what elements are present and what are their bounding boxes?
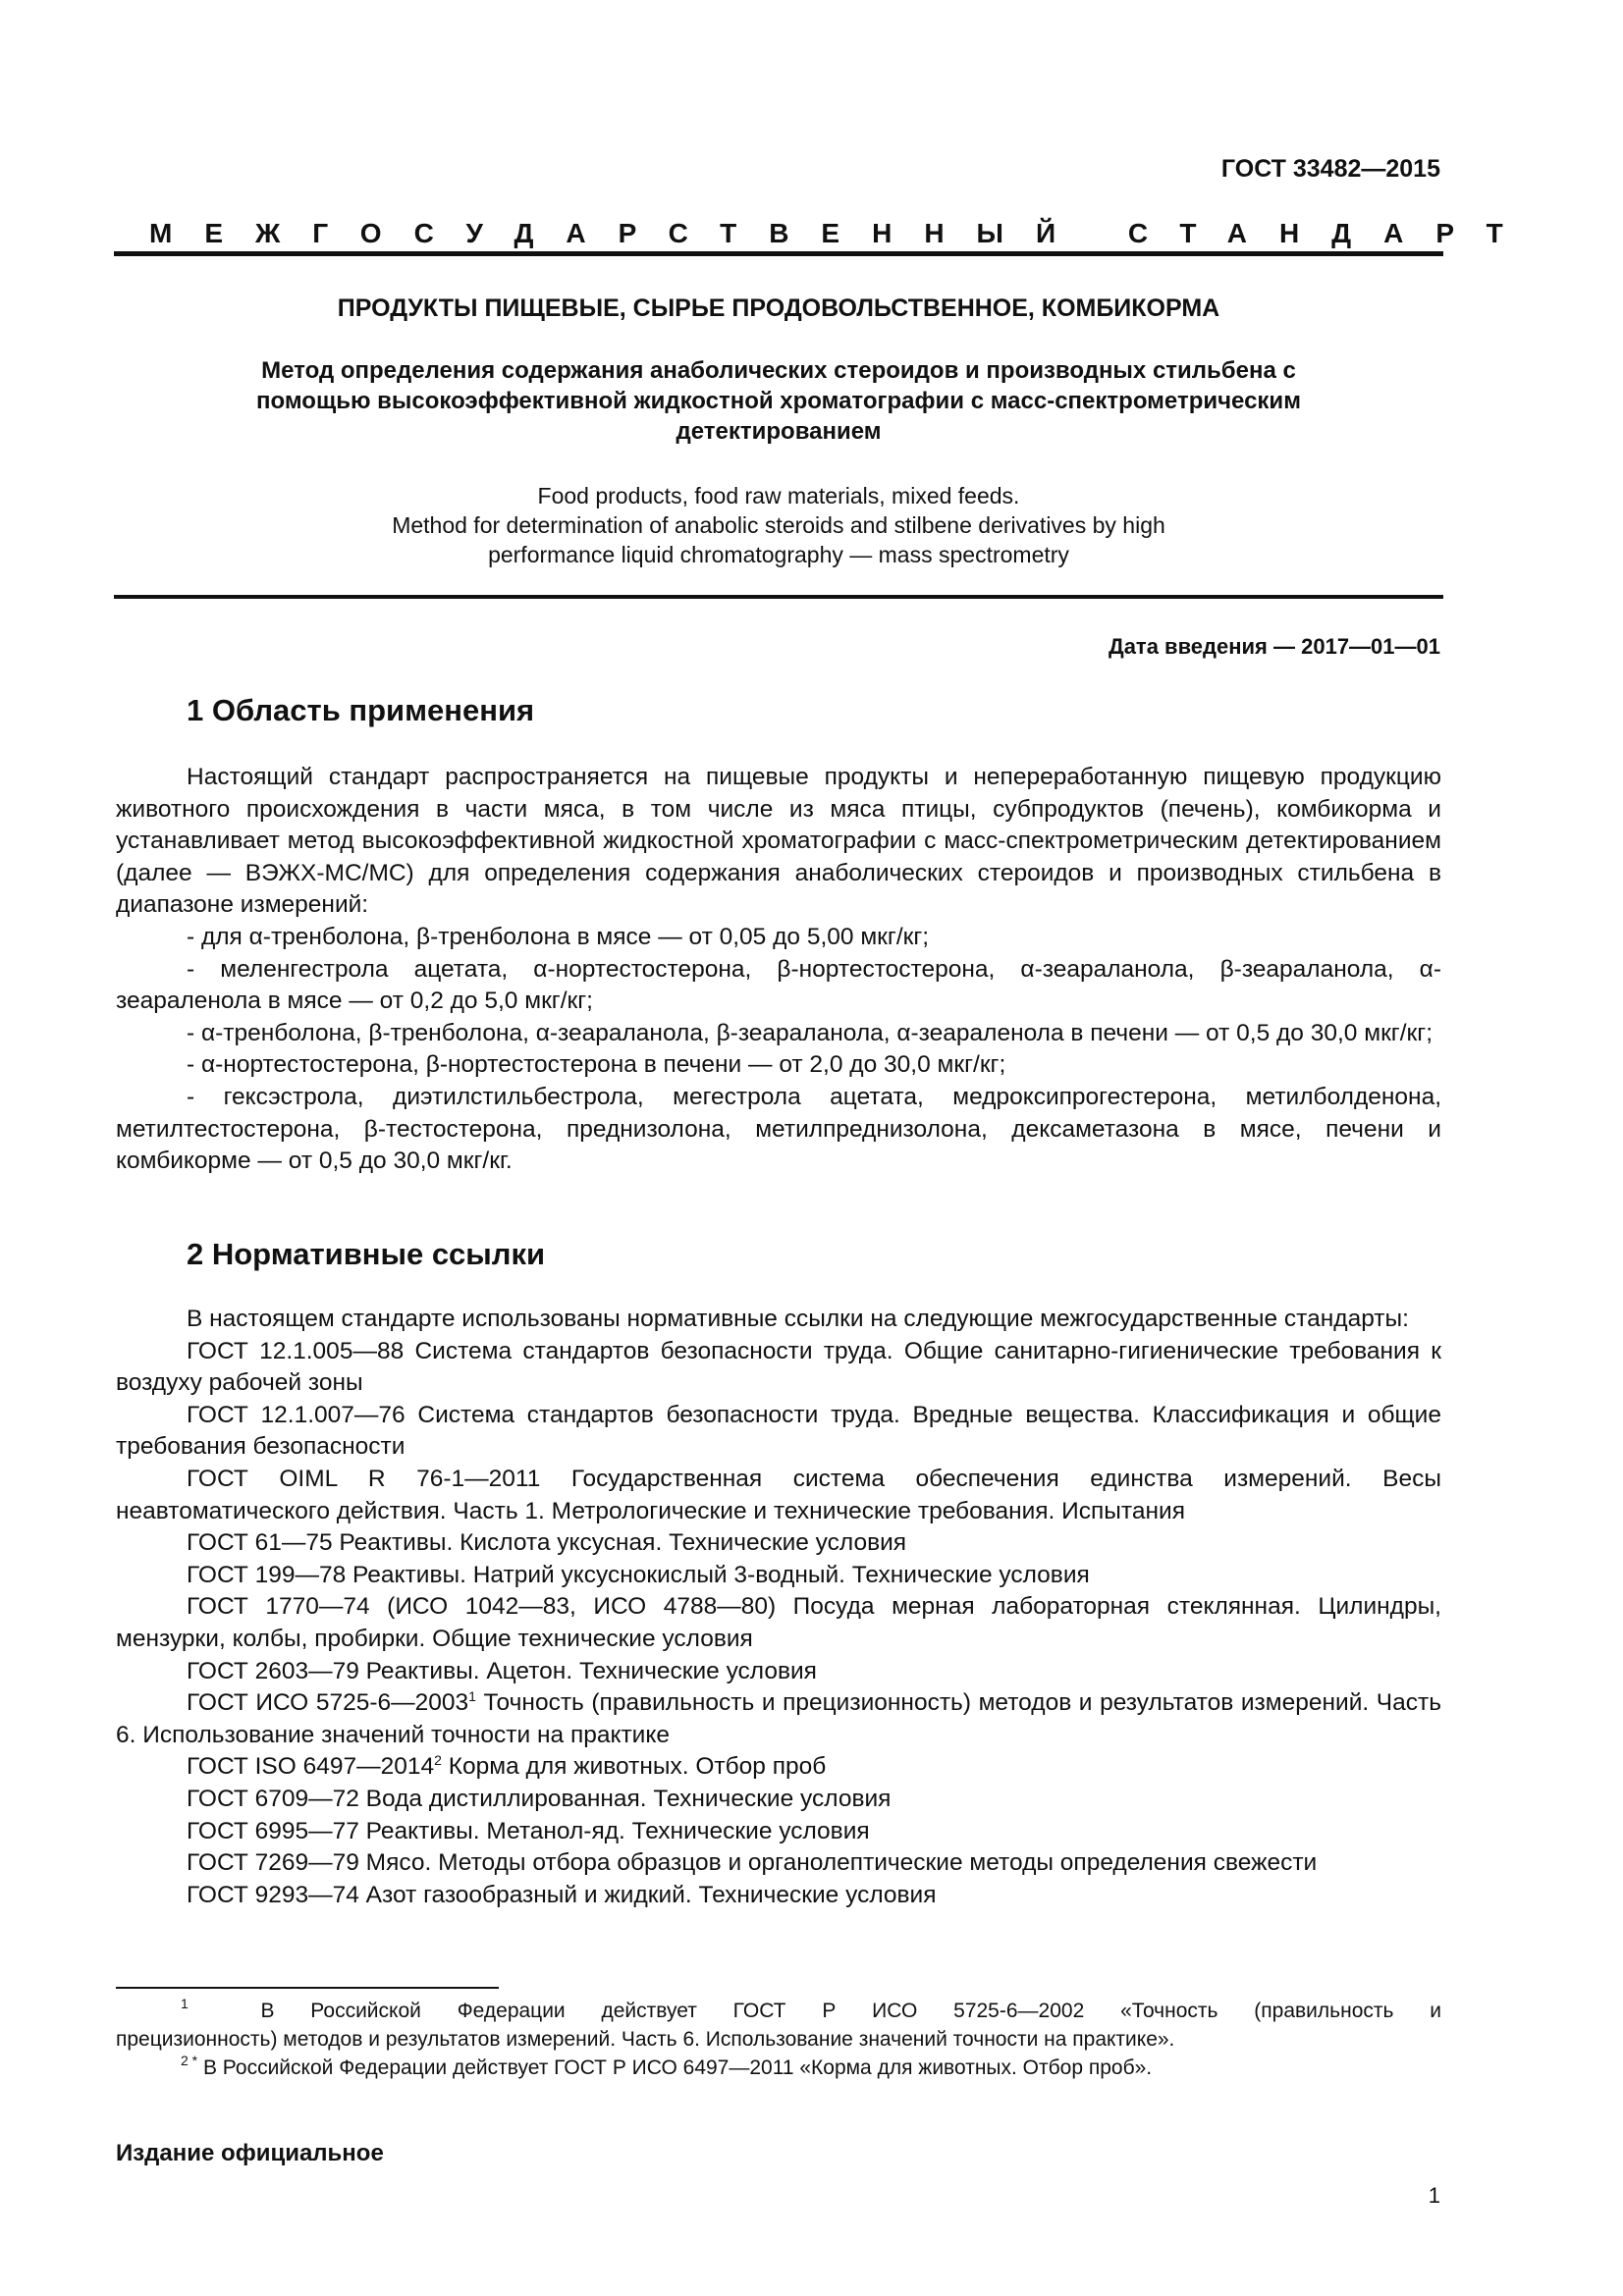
- header-rule: [114, 251, 1443, 256]
- reference-item: ГОСТ 9293—74 Азот газообразный и жидкий. Технические условия: [187, 1881, 937, 1908]
- introduction-date: Дата введения — 2017—01—01: [1109, 634, 1440, 659]
- footnote-1-continued: прецизионность) методов и результатов измерений. Часть 6. Использование значений точности на практике».: [116, 2028, 1175, 2051]
- list-item: - α-тренболона, β-тренболона, α-зеараланола, β-зеараланола, α-зеараленола в печени — от 0,5 до 30,0 мкг/кг;: [187, 1019, 1433, 1046]
- list-item: - гексэстрола, диэтилстильбестрола, мегестрола ацетата, медроксипрогестерона, метилболденона, метилтестостерона, β-тестостерона, преднизолона, метилпреднизолона, дексаметазона в мясе, печени и комбикорме — от 0,5 до 30,0 мкг/кг.: [116, 1083, 1441, 1175]
- reference-item: ГОСТ OIML R 76-1—2011 Государственная система обеспечения единства измерений. Весы неавтоматического действия. Часть 1. Метрологические и технические требования. Испытания: [116, 1465, 1441, 1524]
- footnote-marker: 1: [468, 1688, 476, 1705]
- paragraph: В настоящем стандарте использованы нормативные ссылки на следующие межгосударственные стандарты:: [187, 1306, 1409, 1332]
- title-rule: [114, 595, 1443, 599]
- section-1-body: [116, 762, 1441, 1178]
- standard-type-banner: МЕЖГОСУДАРСТВЕННЫЙ СТАНДАРТ: [149, 218, 1536, 248]
- list-item: - для α-тренболона, β-тренболона в мясе — от 0,05 до 5,00 мкг/кг;: [187, 923, 930, 950]
- footnote-separator: [116, 1987, 499, 1989]
- section-2-body: [116, 1304, 1441, 1911]
- reference-item: ГОСТ 7269—79 Мясо. Методы отбора образцов и органолептические методы определения свежести: [187, 1849, 1318, 1877]
- reference-item: ГОСТ ISO 6497—2014$^2$ Корма для животных. Отбор проб: [187, 1752, 827, 1781]
- reference-item: ГОСТ 2603—79 Реактивы. Ацетон. Технические условия: [187, 1657, 817, 1684]
- footnote-1: $^1$ В Российской Федерации действует ГОСТ Р ИСО 5725-6—2002 «Точность (правильность и: [181, 1996, 1441, 2022]
- english-title: Food products, food raw materials, mixed feeds. Method for determination of anabolic steroids and stilbene derivatives by high performance liquid chromatography — mass spectrometry: [392, 483, 1165, 567]
- reference-item: ГОСТ 12.1.005—88 Система стандартов безопасности труда. Общие санитарно-гигиенические требования к воздуху рабочей зоны: [116, 1337, 1441, 1397]
- gost-number: ГОСТ 33482—2015: [1220, 155, 1440, 183]
- list-item: - α-нортестостерона, β-нортестостерона в печени — от 2,0 до 30,0 мкг/кг;: [187, 1051, 1006, 1079]
- reference-item: ГОСТ 1770—74 (ИСО 1042—83, ИСО 4788—80) Посуда мерная лабораторная стеклянная. Цилиндры, мензурки, колбы, пробирки. Общие технические условия: [116, 1593, 1441, 1652]
- reference-item: ГОСТ 61—75 Реактивы. Кислота уксусная. Технические условия: [187, 1529, 907, 1557]
- paragraph: Настоящий стандарт распространяется на пищевые продукты и непереработанную пищевую продукцию животного происхождения в части мяса, в том числе из мяса птицы, субпродуктов (печень), комбикорма и устанавливает метод высокоэффективной жидкостной хроматографии с масс-спектрометрическим детектированием (далее — ВЭЖХ-МС/МС) для определения содержания анаболических стероидов и производных стильбена в диапазоне измерений:: [116, 764, 1441, 919]
- footnotes: [116, 1997, 1441, 2082]
- reference-item: ГОСТ 6995—77 Реактивы. Метанол-яд. Технические условия: [187, 1817, 870, 1844]
- document-title: ПРОДУКТЫ ПИЩЕВЫЕ, СЫРЬЕ ПРОДОВОЛЬСТВЕННОЕ, КОМБИКОРМА: [337, 294, 1220, 322]
- reference-item: ГОСТ 6709—72 Вода дистиллированная. Технические условия: [187, 1785, 892, 1812]
- section-1-heading: 1 Область применения: [187, 693, 535, 727]
- document-subtitle: Метод определения содержания анаболических стероидов и производных стильбена с помощью высокоэффективной жидкостной хроматографии с масс-спектрометрическим детектированием: [256, 357, 1301, 445]
- reference-item: ГОСТ 199—78 Реактивы. Натрий уксуснокислый 3-водный. Технические условия: [187, 1561, 1090, 1588]
- reference-item: ГОСТ ИСО 5725-6—2003$^1$ Точность (правильность и прецизионность) методов и результатов измерений. Часть 6. Использование значений точности на практике: [116, 1688, 1441, 1748]
- footnote-2: $^{2 *}$ В Российской Федерации действует ГОСТ Р ИСО 6497—2011 «Корма для животных. Отбор проб».: [181, 2053, 1153, 2079]
- reference-item: ГОСТ 12.1.007—76 Система стандартов безопасности труда. Вредные вещества. Классификация и общие требования безопасности: [116, 1401, 1441, 1461]
- footnote-marker: 2: [434, 1752, 442, 1769]
- page-number: 1: [1428, 2183, 1440, 2208]
- section-2-heading: 2 Нормативные ссылки: [187, 1237, 546, 1271]
- official-edition-label: Издание официальное: [116, 2140, 384, 2166]
- list-item: - меленгестрола ацетата, α-нортестостерона, β-нортестостерона, α-зеараланола, β-зеараланола, α-зеараленола в мясе — от 0,2 до 5,0 мкг/кг;: [116, 955, 1441, 1015]
